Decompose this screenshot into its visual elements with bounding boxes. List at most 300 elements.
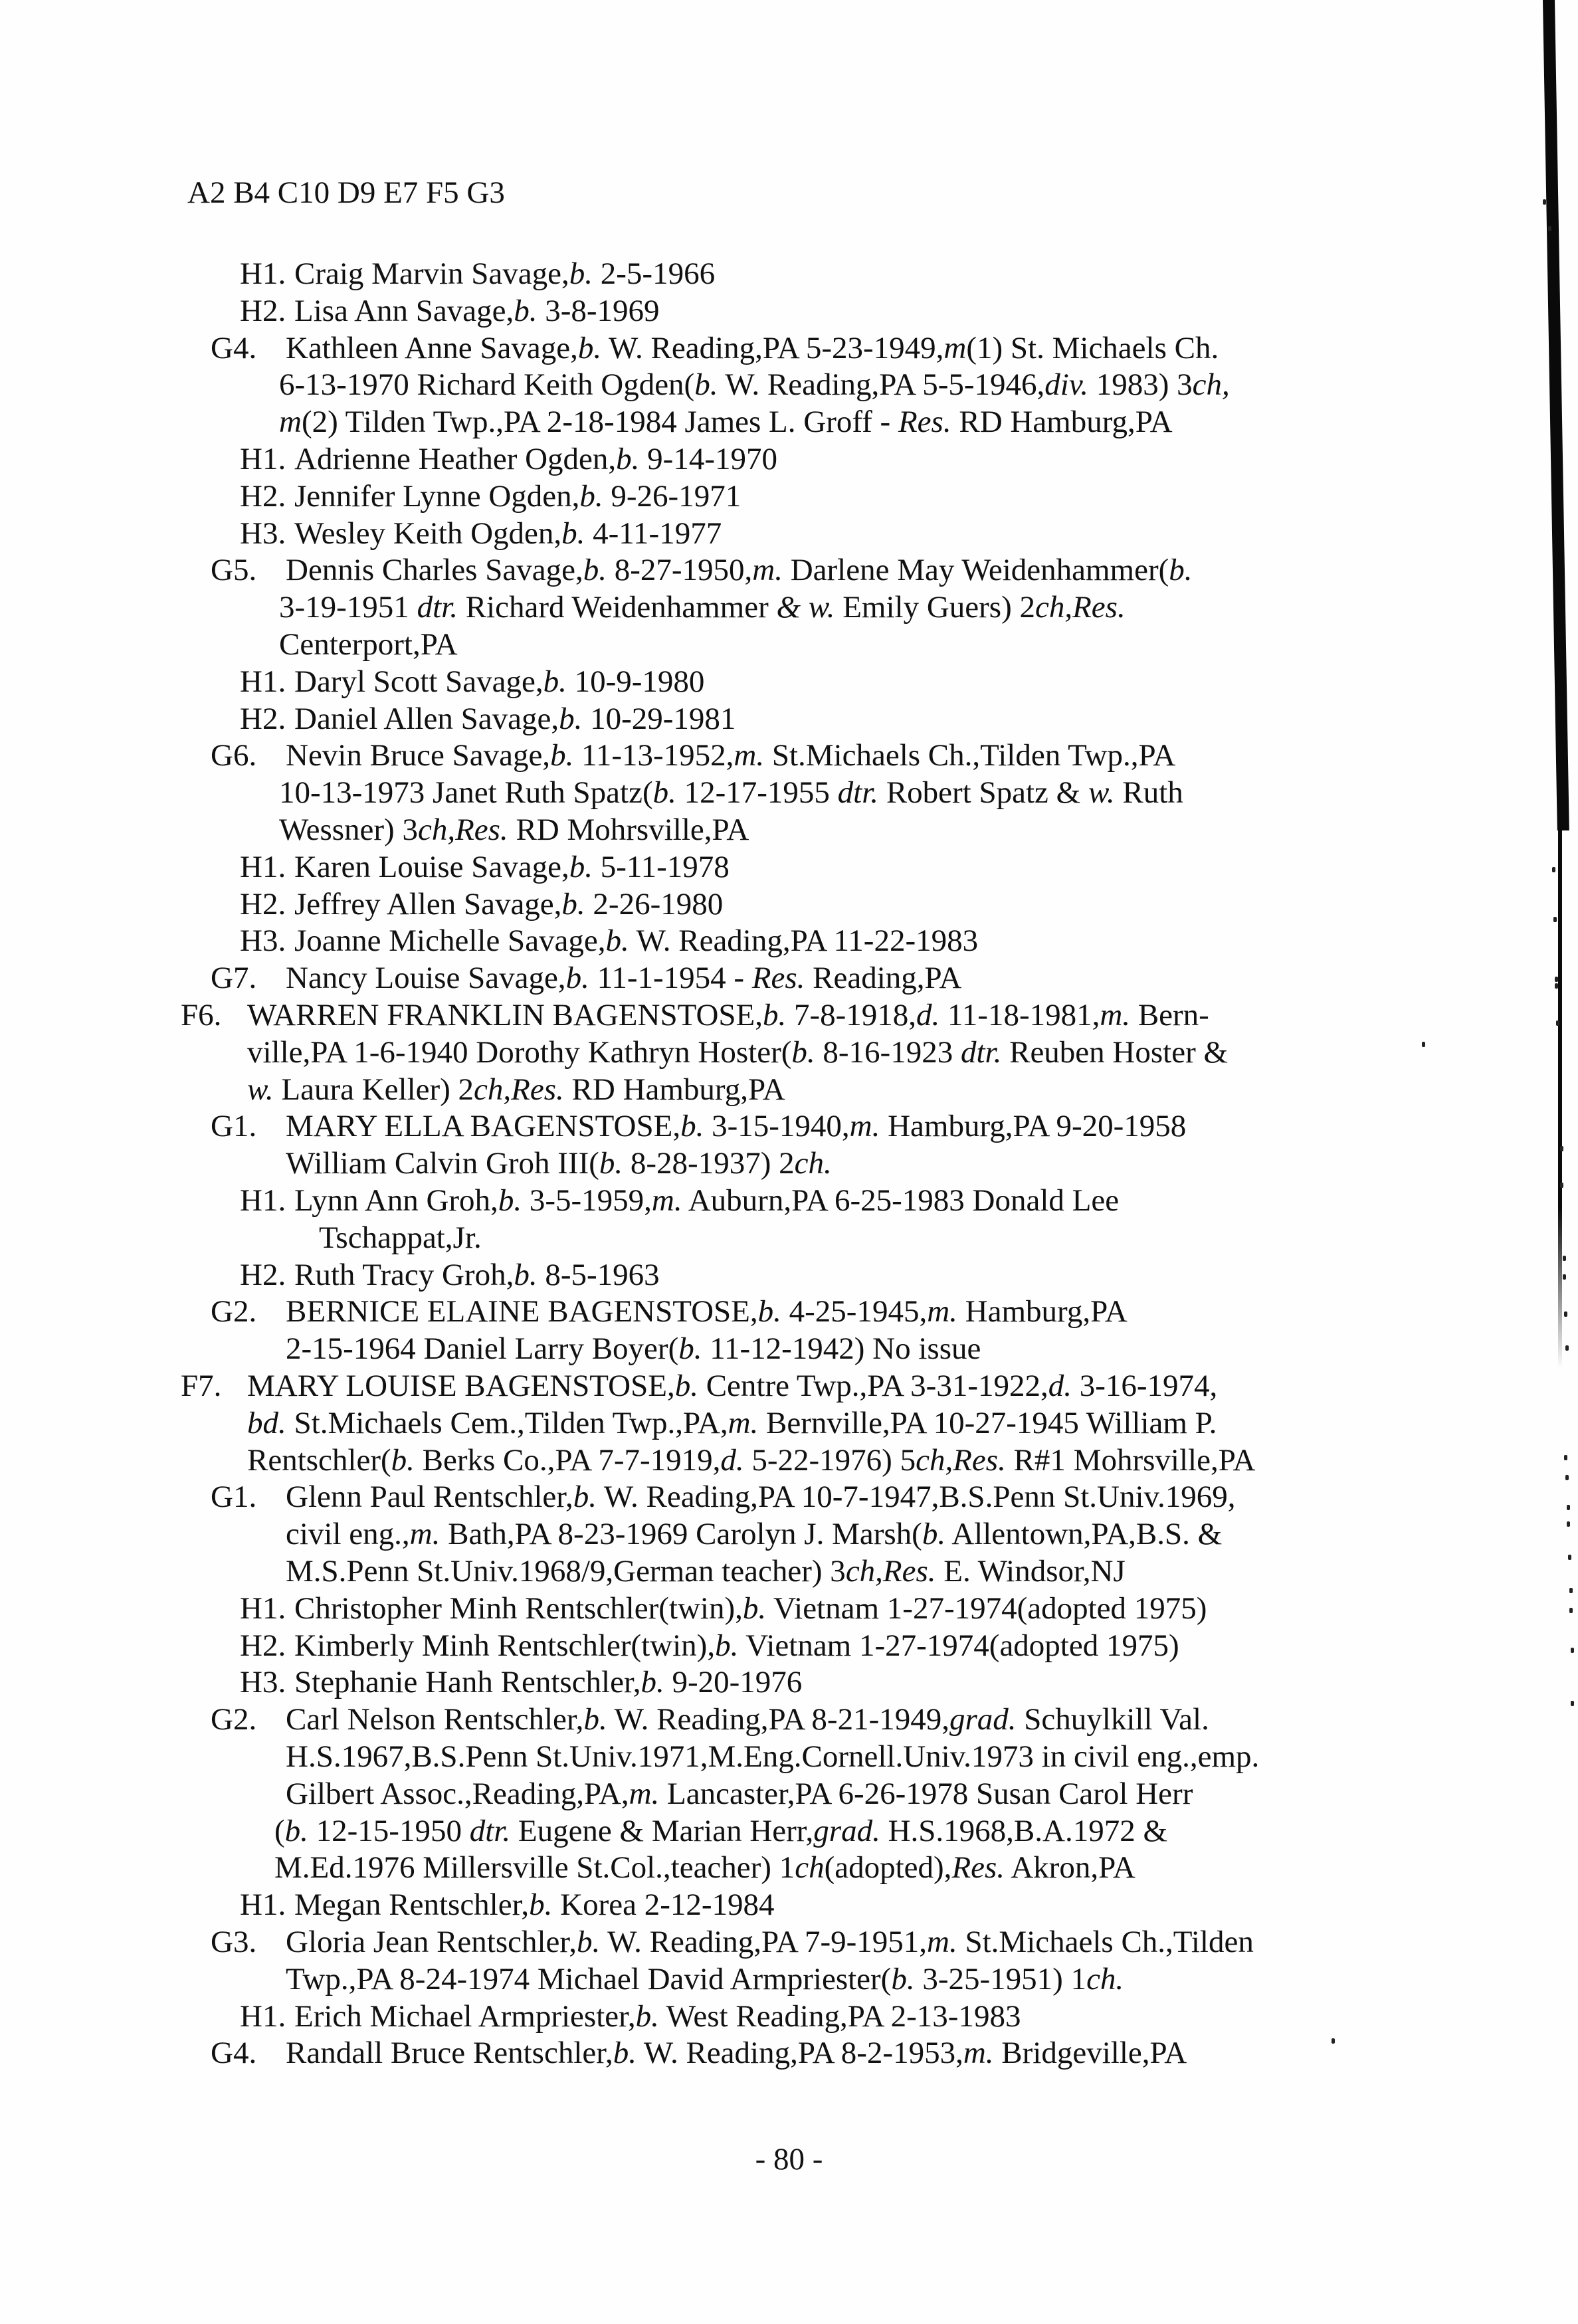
abbreviation-italic: b. (569, 256, 593, 291)
abbreviation-italic: b. (715, 1628, 739, 1663)
entry-text-segment: Centre Twp.,PA 3-31-1922, (698, 1369, 1048, 1403)
entry-text (286, 1108, 1186, 1145)
entry-text-segment: Gloria Jean Rentschler, (286, 1925, 577, 1959)
entry-label: H1. (240, 1591, 286, 1626)
entry-text-segment: Laura Keller) 2 (273, 1072, 474, 1107)
entry-text-segment: Erich Michael Armpriester, (294, 1998, 636, 2034)
abbreviation-italic: b. (605, 923, 629, 959)
abbreviation-italic: d. (916, 998, 940, 1032)
abbreviation-italic: dtr. (469, 1813, 511, 1848)
abbreviation-italic: div. (1044, 367, 1088, 403)
abbreviation-italic: ch,Res. (1035, 590, 1126, 625)
entry-text (294, 1886, 775, 1923)
abbreviation-italic: m. (927, 1925, 957, 1959)
abbreviation-italic: d. (720, 1442, 744, 1478)
entry-label: H1. (240, 256, 286, 291)
abbreviation-italic: ch,Res. (417, 813, 508, 847)
entry-text-segment: Glenn Paul Rentschler, (286, 1480, 573, 1515)
entry-text (279, 589, 1126, 626)
entry-text-segment: 10-29-1981 (582, 701, 736, 736)
entry-text (294, 1998, 1021, 2035)
entry-text-segment: H.S.1967,B.S.Penn St.Univ.1971,M.Eng.Cornell.Univ.1973 in civil eng.,emp. (286, 1739, 1260, 1774)
abbreviation-italic: b. (652, 775, 676, 811)
entry-text-segment: 5-11-1978 (592, 849, 730, 884)
abbreviation-italic: dtr. (960, 1034, 1002, 1070)
entry-text (286, 959, 961, 997)
entry-text-segment: W. Reading,PA 5-23-1949, (601, 330, 944, 365)
abbreviation-italic: m. (1100, 998, 1131, 1032)
entry-text-segment: Carl Nelson Rentschler, (286, 1702, 584, 1737)
entry-text-segment: RD Hamburg,PA (951, 405, 1173, 440)
entry-text-segment: Twp.,PA 8-24-1974 Michael David Armpriester( (286, 1961, 892, 1996)
entry-text-segment: Vietnam 1-27-1974(adopted 1975) (738, 1628, 1179, 1663)
entry-text (279, 811, 749, 848)
entry-text-segment: 11-13-1952, (573, 738, 734, 773)
abbreviation-italic: b. (569, 849, 593, 884)
entry-text-segment: 10-9-1980 (566, 664, 705, 699)
abbreviation-italic: b. (599, 1146, 623, 1181)
entry-text (294, 1182, 1119, 1219)
scan-speck (1564, 1311, 1567, 1317)
entry-text (286, 1923, 1254, 1961)
entry-text-segment: 11-1-1954 - (589, 961, 752, 996)
abbreviation-italic: b. (559, 701, 583, 736)
page-number: - 80 - (755, 2142, 823, 2177)
abbreviation-italic: b. (641, 1665, 664, 1700)
entry-label: H1. (240, 664, 286, 699)
entry-text-segment: Wesley Keith Ogden, (294, 516, 562, 551)
abbreviation-italic: b. (635, 1998, 659, 2034)
entry-label: H2. (240, 1257, 286, 1292)
abbreviation-italic: m. (629, 1776, 660, 1811)
entry-text (279, 403, 1173, 440)
entry-text (247, 1404, 1217, 1442)
entry-text-segment: RD Mohrsville,PA (508, 813, 749, 847)
binding-edge-shadow-tail (1558, 830, 1562, 1369)
abbreviation-italic: grad. (949, 1702, 1017, 1737)
entry-text-segment: West Reading,PA 2-13-1983 (658, 1998, 1021, 2034)
abbreviation-italic: b. (1169, 553, 1193, 588)
scan-speck (1543, 199, 1546, 205)
entry-text (294, 255, 715, 292)
abbreviation-italic: ch. (794, 1146, 832, 1181)
entry-text-segment: (2) Tilden Twp.,PA 2-18-1984 James L. Groff - (301, 405, 898, 440)
entry-text-segment: W. Reading,PA 11-22-1983 (629, 923, 979, 959)
entry-text-segment: civil eng., (286, 1517, 410, 1552)
entry-text-segment: Bath,PA 8-23-1969 Carolyn J. Marsh( (440, 1517, 922, 1552)
entry-text-segment: Tschappat,Jr. (319, 1220, 482, 1255)
entry-text-segment: 8-27-1950, (606, 553, 753, 588)
scan-speck (1567, 1521, 1570, 1527)
entry-text-segment: (adopted), (824, 1850, 952, 1886)
entry-text (286, 1775, 1193, 1812)
entry-label: H3. (240, 923, 286, 959)
entry-text-segment: W. Reading,PA 10-7-1947,B.S.Penn St.Univ.1969, (597, 1480, 1236, 1515)
scan-speck (1552, 867, 1555, 872)
abbreviation-italic: b. (550, 738, 574, 773)
abbreviation-italic: b. (561, 886, 585, 921)
entry-text (286, 1701, 1209, 1738)
entry-label: G5. (211, 553, 257, 588)
abbreviation-italic: b. (498, 1183, 522, 1218)
abbreviation-italic: b. (791, 1034, 815, 1070)
abbreviation-italic: w. (1088, 775, 1115, 811)
abbreviation-italic: b. (514, 1257, 538, 1292)
scan-speck (1560, 1146, 1563, 1151)
abbreviation-italic: Res. (898, 405, 951, 440)
abbreviation-italic: b. (576, 1925, 601, 1959)
entry-text-segment: 3-19-1951 (279, 590, 417, 625)
scan-speck (1563, 1256, 1566, 1261)
abbreviation-italic: dtr. (837, 775, 879, 811)
scan-speck (1567, 1505, 1570, 1510)
entry-text-segment: 2-15-1964 Daniel Larry Boyer( (286, 1331, 679, 1367)
abbreviation-italic: ch, (1192, 367, 1230, 403)
entry-text-segment: W. Reading,PA 5-5-1946, (718, 367, 1045, 403)
entry-text (247, 1034, 1228, 1071)
entry-text (294, 1590, 1207, 1627)
entry-text-segment: St.Michaels Ch.,Tilden (957, 1925, 1254, 1959)
entry-text (286, 1515, 1222, 1553)
entry-text-segment: 11-12-1942) No issue (702, 1331, 981, 1367)
abbreviation-italic: b. (742, 1591, 767, 1626)
scan-speck (1569, 1608, 1573, 1613)
entry-text-segment: M.S.Penn St.Univ.1968/9,German teacher) 3 (286, 1554, 846, 1589)
abbreviation-italic: m (279, 405, 302, 440)
entry-label: G1. (211, 1480, 257, 1515)
abbreviation-italic: b. (762, 998, 787, 1032)
entry-text-segment: 2-26-1980 (585, 886, 724, 921)
abbreviation-italic: b. (891, 1961, 915, 1996)
entry-text (286, 1330, 981, 1367)
entry-text (286, 1145, 832, 1182)
abbreviation-italic: b. (694, 367, 718, 403)
entry-text (286, 330, 1219, 367)
entry-text (294, 478, 741, 515)
entry-text-segment: Dennis Charles Savage, (286, 553, 583, 588)
entry-text-segment: 6-13-1970 Richard Keith Ogden( (279, 367, 695, 403)
entry-text-segment: ( (274, 1813, 285, 1848)
entry-text-segment: Lancaster,PA 6-26-1978 Susan Carol Herr (659, 1776, 1193, 1811)
entry-label: G1. (211, 1109, 257, 1144)
scan-speck (1564, 1455, 1567, 1460)
entry-label: H1. (240, 849, 286, 884)
entry-text-segment: Jeffrey Allen Savage, (294, 886, 562, 921)
entry-text-segment: W. Reading,PA 7-9-1951, (600, 1925, 928, 1959)
abbreviation-italic: b. (680, 1109, 704, 1144)
scan-speck (1569, 1588, 1573, 1593)
scan-speck (1555, 977, 1558, 982)
entry-text-segment: 3-5-1959, (522, 1183, 652, 1218)
entry-text-segment: 3-16-1974, (1071, 1369, 1218, 1403)
abbreviation-italic: b. (561, 516, 585, 551)
entry-text-segment: Kimberly Minh Rentschler(twin), (294, 1628, 716, 1663)
abbreviation-italic: m. (728, 1405, 759, 1440)
abbreviation-italic: b. (674, 1369, 698, 1403)
entry-text-segment: Ruth Tracy Groh, (294, 1257, 514, 1292)
entry-text-segment: Emily Guers) 2 (835, 590, 1035, 625)
entry-text (279, 366, 1230, 403)
entry-text-segment: Berks Co.,PA 7-7-1919, (414, 1442, 721, 1478)
entry-text-segment: Joanne Michelle Savage, (294, 923, 606, 959)
entry-text-segment: St.Michaels Cem.,Tilden Twp.,PA, (286, 1405, 728, 1440)
entry-text-segment (801, 590, 809, 625)
entry-text-segment: Bridgeville,PA (993, 2036, 1187, 2071)
entry-text-segment: Daniel Allen Savage, (294, 701, 559, 736)
abbreviation-italic: bd. (247, 1405, 286, 1440)
abbreviation-italic: b. (579, 478, 603, 514)
abbreviation-italic: m (943, 330, 967, 365)
entry-text (294, 886, 723, 923)
entry-text-segment: Randall Bruce Rentschler, (286, 2036, 613, 2071)
entry-text-segment: ville,PA 1-6-1940 Dorothy Kathryn Hoster( (247, 1034, 792, 1070)
abbreviation-italic: b. (583, 1702, 607, 1737)
entry-text-segment: Bernville,PA 10-27-1945 William P. (758, 1405, 1217, 1440)
entry-label: G2. (211, 1702, 257, 1737)
entry-text-segment: Karen Louise Savage, (294, 849, 569, 884)
entry-text-segment: Daryl Scott Savage, (294, 664, 543, 699)
entry-text-segment: H.S.1968,B.A.1972 & (880, 1813, 1168, 1848)
entry-text-segment: 5-22-1976) 5 (743, 1442, 916, 1478)
abbreviation-italic: m. (849, 1109, 880, 1144)
abbreviation-italic: m. (752, 553, 783, 588)
entry-text-segment: Lynn Ann Groh, (294, 1183, 498, 1218)
entry-text-segment: Richard Weidenhammer (457, 590, 777, 625)
entry-text-segment: Stephanie Hanh Rentschler, (294, 1665, 641, 1700)
entry-text-segment: (1) St. Michaels Ch. (966, 330, 1219, 365)
abbreviation-italic: b. (678, 1331, 702, 1367)
scan-speck (1568, 1555, 1571, 1560)
abbreviation-italic: b. (757, 1294, 781, 1329)
abbreviation-italic: b. (573, 1480, 597, 1515)
abbreviation-italic: ch,Res. (916, 1442, 1006, 1478)
entry-text (247, 997, 1209, 1034)
entry-text-segment: Bern- (1130, 998, 1209, 1032)
entry-text-segment: William Calvin Groh III( (286, 1146, 599, 1181)
abbreviation-italic: & (776, 590, 801, 625)
entry-text-segment: Hamburg,PA (957, 1294, 1128, 1329)
abbreviation-italic: d. (1048, 1369, 1072, 1403)
entry-label: G2. (211, 1294, 257, 1329)
scan-speck (1565, 1345, 1569, 1351)
entry-text-segment: Adrienne Heather Ogden, (294, 442, 617, 476)
entry-label: H2. (240, 478, 286, 514)
abbreviation-italic: Res. (951, 1850, 1005, 1886)
scan-speck (1422, 1042, 1425, 1047)
entry-text-segment: 3-15-1940, (704, 1109, 850, 1144)
entry-text-segment: Vietnam 1-27-1974(adopted 1975) (766, 1591, 1207, 1626)
abbreviation-italic: m. (409, 1517, 441, 1552)
entry-text-segment: Darlene May Weidenhammer( (782, 553, 1169, 588)
abbreviation-italic: m. (734, 738, 765, 773)
entry-text-segment: BERNICE ELAINE BAGENSTOSE, (286, 1294, 758, 1329)
entry-text-segment: Akron,PA (1005, 1850, 1135, 1886)
entry-text-segment: Nevin Bruce Savage, (286, 738, 551, 773)
entry-text (286, 2034, 1187, 2072)
abbreviation-italic: dtr. (417, 590, 458, 625)
entry-text-segment: 10-13-1973 Janet Ruth Spatz( (279, 775, 653, 811)
entry-label: H3. (240, 516, 286, 551)
entry-text-segment: 12-15-1950 (308, 1813, 470, 1848)
entry-text (286, 1293, 1128, 1330)
entry-text (286, 1553, 1126, 1590)
entry-text-segment: Schuylkill Val. (1016, 1702, 1209, 1737)
abbreviation-italic: m. (963, 2036, 994, 2071)
abbreviation-italic: b. (565, 961, 589, 996)
entry-text-segment: Nancy Louise Savage, (286, 961, 566, 996)
entry-text (294, 1664, 802, 1701)
scan-speck (1556, 1020, 1559, 1026)
entry-text (274, 1849, 1135, 1886)
entry-text (286, 1738, 1259, 1775)
scan-speck (1553, 917, 1557, 922)
entry-text (294, 1627, 1179, 1664)
abbreviation-italic: b. (613, 2036, 637, 2071)
scan-speck (1571, 1648, 1574, 1653)
entry-text-segment: 9-14-1970 (639, 442, 777, 476)
abbreviation-italic: m. (651, 1183, 682, 1218)
entry-text (247, 1071, 785, 1108)
scan-speck (1565, 1475, 1569, 1480)
entry-text-segment: Auburn,PA 6-25-1983 Donald Lee (682, 1183, 1120, 1218)
entry-text-segment: M.Ed.1976 Millersville St.Col.,teacher) 1 (274, 1850, 795, 1886)
abbreviation-italic: b. (391, 1442, 415, 1478)
abbreviation-italic: b. (577, 330, 602, 365)
entry-text-segment: St.Michaels Ch.,Tilden Twp.,PA (764, 738, 1176, 773)
abbreviation-italic: ch. (1086, 1961, 1124, 1996)
entry-text-segment: 12-17-1955 (676, 775, 838, 811)
entry-text-segment: WARREN FRANKLIN BAGENSTOSE, (247, 998, 763, 1032)
entry-label: G4. (211, 330, 257, 365)
entry-text-segment: Gilbert Assoc.,Reading,PA, (286, 1776, 629, 1811)
entry-text-segment: Ruth (1114, 775, 1183, 811)
entry-text-segment: W. Reading,PA 8-2-1953, (637, 2036, 963, 2071)
entry-text-segment: 9-26-1971 (603, 478, 741, 514)
entry-text-segment: Lisa Ann Savage, (294, 293, 514, 328)
entry-text-segment: 9-20-1976 (664, 1665, 803, 1700)
entry-text-segment: Korea 2-12-1984 (552, 1888, 775, 1923)
scan-speck (1571, 1701, 1574, 1706)
abbreviation-italic: Res. (751, 961, 805, 996)
entry-text-segment: Hamburg,PA 9-20-1958 (880, 1109, 1187, 1144)
entry-text (279, 626, 458, 663)
scan-speck (1560, 1183, 1563, 1188)
abbreviation-italic: b. (583, 553, 607, 588)
binding-edge-shadow (1543, 0, 1569, 830)
entry-text (286, 551, 1193, 589)
abbreviation-italic: b. (922, 1517, 946, 1552)
entry-text-segment: Christopher Minh Rentschler(twin), (294, 1591, 743, 1626)
entry-text (286, 1961, 1124, 1998)
abbreviation-italic: ch,Res. (474, 1072, 564, 1107)
entry-text (294, 292, 660, 330)
entry-label: H2. (240, 293, 286, 328)
entry-text (247, 1367, 1217, 1404)
entry-label: H3. (240, 1665, 286, 1700)
abbreviation-italic: grad. (813, 1813, 880, 1848)
entry-text-segment: MARY LOUISE BAGENSTOSE, (247, 1369, 675, 1403)
entry-label: G7. (211, 961, 257, 996)
entry-text-segment: Wessner) 3 (279, 813, 418, 847)
entry-text-segment: Jennifer Lynne Ogden, (294, 478, 580, 514)
abbreviation-italic: b. (284, 1813, 308, 1848)
entry-text-segment: 4-11-1977 (585, 516, 722, 551)
scan-speck (1563, 1274, 1566, 1280)
entry-label: F7. (181, 1369, 222, 1403)
scan-speck (1548, 226, 1551, 231)
entry-text-segment: 3-8-1969 (537, 293, 660, 328)
entry-text (279, 774, 1183, 811)
abbreviation-italic: w. (247, 1072, 274, 1107)
abbreviation-italic: b. (514, 293, 538, 328)
abbreviation-italic: b. (616, 442, 640, 476)
entry-label: H1. (240, 1998, 286, 2034)
generation-path-header: A2 B4 C10 D9 E7 F5 G3 (187, 175, 505, 210)
entry-text-segment: Craig Marvin Savage, (294, 256, 569, 291)
entry-label: H1. (240, 1183, 286, 1218)
entry-text (294, 700, 736, 737)
entry-text-segment: Robert Spatz & (878, 775, 1088, 811)
entry-label: G4. (211, 2036, 257, 2071)
entry-text (319, 1219, 482, 1256)
entry-text (294, 440, 777, 478)
entry-text-segment: Centerport,PA (279, 627, 458, 662)
scan-speck (1331, 2038, 1335, 2044)
entry-text (286, 737, 1175, 774)
entry-text-segment: Megan Rentschler, (294, 1888, 530, 1923)
abbreviation-italic: ch (795, 1850, 825, 1886)
entry-text-segment: 4-25-1945, (781, 1294, 928, 1329)
scan-speck (1555, 983, 1558, 989)
abbreviation-italic: m. (927, 1294, 957, 1329)
entry-label: F6. (181, 998, 222, 1032)
entry-text-segment: Reuben Hoster & (1001, 1034, 1229, 1070)
abbreviation-italic: ch,Res. (845, 1554, 936, 1589)
entry-label: H2. (240, 701, 286, 736)
entry-text (274, 1812, 1167, 1850)
entry-text-segment: 8-28-1937) 2 (623, 1146, 795, 1181)
entry-text (286, 1478, 1235, 1515)
entry-text-segment: 1983) 3 (1088, 367, 1193, 403)
entry-text-segment: MARY ELLA BAGENSTOSE, (286, 1109, 681, 1144)
entry-text (247, 1442, 1255, 1479)
entry-text-segment: 3-25-1951) 1 (914, 1961, 1087, 1996)
entry-text (294, 1256, 660, 1294)
entry-label: H2. (240, 1628, 286, 1663)
entry-text (294, 515, 722, 552)
abbreviation-italic: w. (808, 590, 835, 625)
entry-text-segment: E. Windsor,NJ (936, 1554, 1126, 1589)
abbreviation-italic: b. (543, 664, 567, 699)
entry-label: H1. (240, 1888, 286, 1923)
entry-text (294, 848, 730, 886)
entry-text-segment: 8-5-1963 (537, 1257, 660, 1292)
entry-label: H2. (240, 886, 286, 921)
entry-text (294, 922, 978, 959)
entry-text-segment: RD Hamburg,PA (563, 1072, 785, 1107)
entry-text-segment: W. Reading,PA 8-21-1949, (607, 1702, 949, 1737)
entry-text-segment: 11-18-1981, (939, 998, 1100, 1032)
entry-text (294, 663, 704, 700)
entry-text-segment: Eugene & Marian Herr, (510, 1813, 814, 1848)
entry-text-segment: 2-5-1966 (593, 256, 716, 291)
entry-text-segment: Allentown,PA,B.S. & (945, 1517, 1223, 1552)
entry-text-segment: Kathleen Anne Savage, (286, 330, 578, 365)
entry-text-segment: R#1 Mohrsville,PA (1005, 1442, 1256, 1478)
entry-label: G6. (211, 738, 257, 773)
entry-text-segment: 8-16-1923 (815, 1034, 961, 1070)
abbreviation-italic: b. (529, 1888, 553, 1923)
